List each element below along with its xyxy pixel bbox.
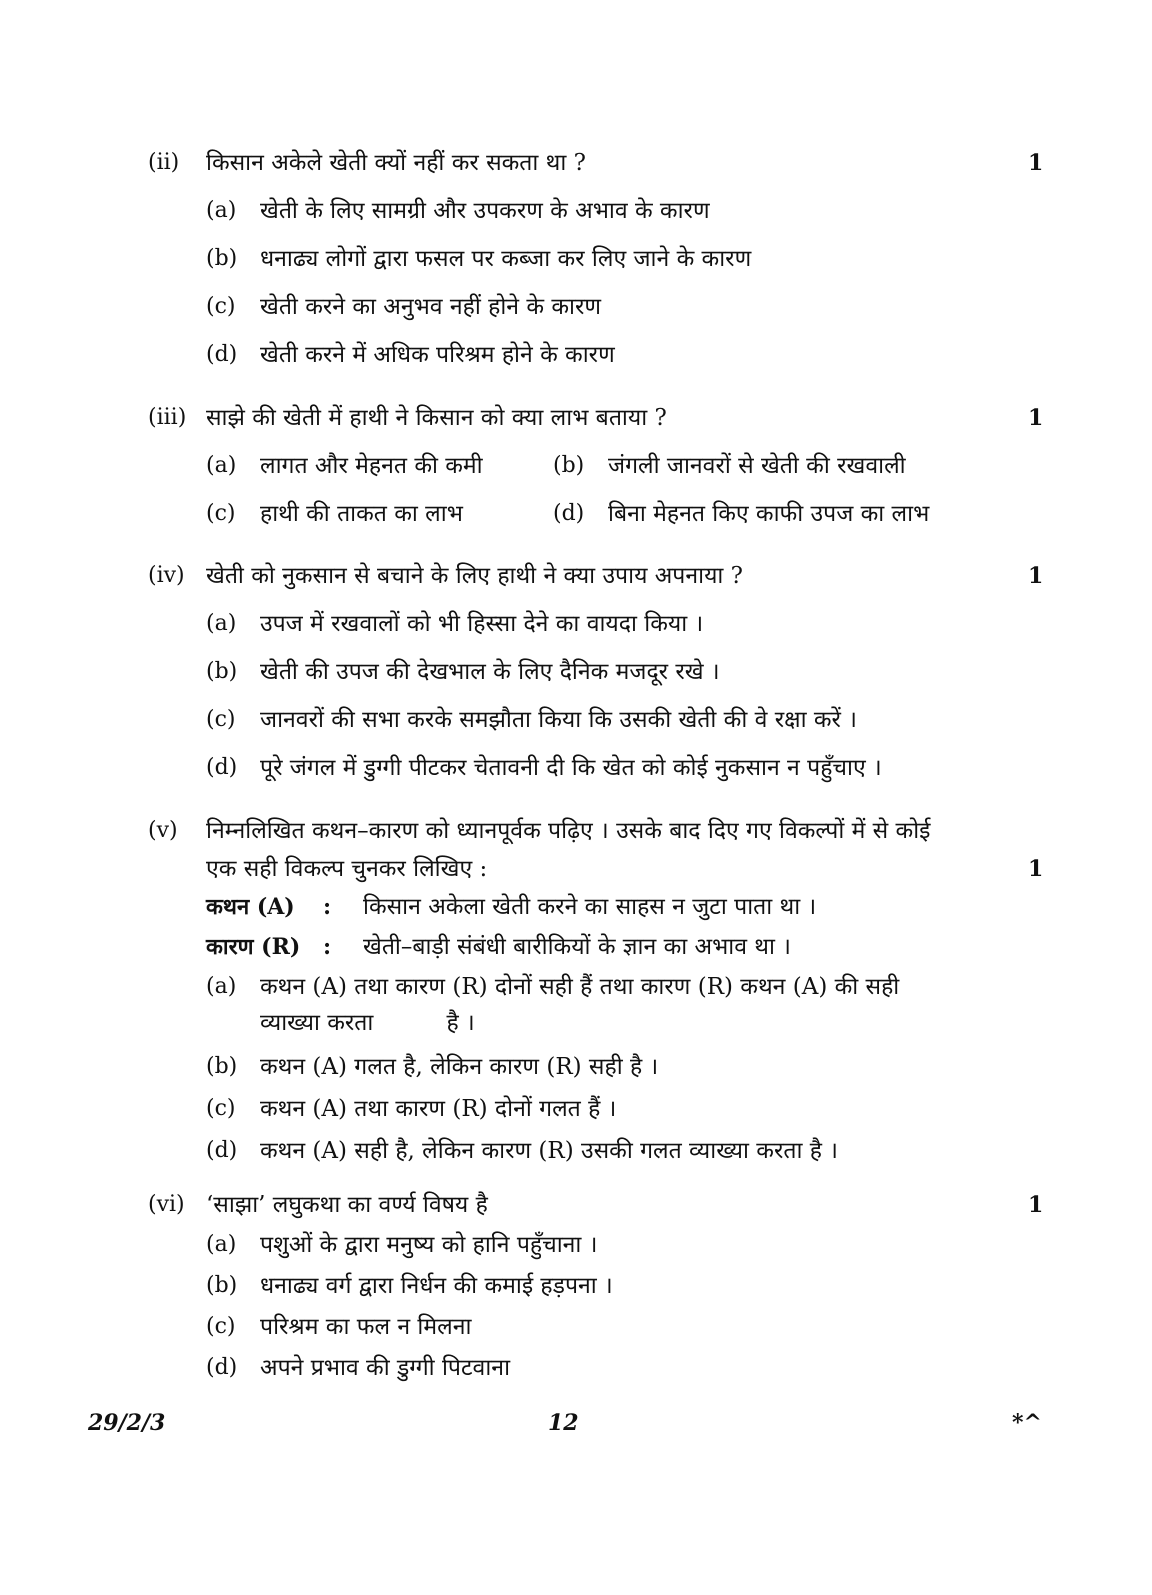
question-marks: 1 (1028, 856, 1044, 882)
question-text: किसान अकेले खेती क्यों नहीं कर सकता था ? (206, 150, 586, 176)
question-marks: 1 (1028, 1192, 1044, 1218)
option-b (148, 653, 1048, 701)
page-footer (0, 1410, 1152, 1450)
option-text-continued: व्याख्या करता है । (260, 1010, 475, 1036)
footer-symbol: *^ (1012, 1410, 1042, 1436)
option-label: (d) (206, 1355, 238, 1380)
option-label: (c) (206, 294, 236, 319)
option-label: (b) (206, 1273, 238, 1298)
question-text-line2: एक सही विकल्प चुनकर लिखिए : (206, 856, 488, 882)
option-a (148, 968, 1048, 1048)
option-text: हाथी की ताकत का लाभ (260, 501, 463, 527)
question-number: (iv) (148, 563, 185, 588)
option-d (148, 1132, 1048, 1174)
assertion-label: कथन (A) (206, 894, 295, 920)
option-text: बिना मेहनत किए काफी उपज का लाभ (608, 501, 930, 527)
assertion-text: किसान अकेला खेती करने का साहस न जुटा पाता था । (363, 894, 817, 920)
option-d (148, 336, 1048, 384)
question-text: ‘साझा’ लघुकथा का वर्ण्य विषय है (206, 1192, 488, 1218)
option-text: लागत और मेहनत की कमी (260, 453, 483, 479)
option-text: कथन (A) तथा कारण (R) दोनों गलत हैं । (260, 1096, 617, 1122)
question-iii (148, 399, 1048, 543)
option-text: खेती करने का अनुभव नहीं होने के कारण (260, 294, 602, 320)
option-label: (b) (206, 659, 238, 684)
question-number: (iii) (148, 405, 187, 430)
option-label: (a) (206, 974, 237, 999)
option-text: जानवरों की सभा करके समझौता किया कि उसकी खेती की वे रक्षा करें । (260, 707, 857, 733)
question-marks: 1 (1028, 563, 1044, 589)
question-number: (ii) (148, 150, 180, 175)
option-label: (c) (206, 1096, 236, 1121)
option-text: परिश्रम का फल न मिलना (260, 1314, 472, 1340)
option-label: (b) (206, 246, 238, 271)
option-a (148, 192, 1048, 240)
reason-row (148, 928, 1048, 968)
option-text: कथन (A) तथा कारण (R) दोनों सही हैं तथा कारण (R) कथन (A) की सही (260, 974, 900, 1000)
option-b (148, 240, 1048, 288)
option-label: (a) (206, 453, 237, 478)
question-text-line1: निम्नलिखित कथन–कारण को ध्यानपूर्वक पढ़िए । उसके बाद दिए गए विकल्पों में से कोई (206, 818, 931, 844)
colon: : (323, 934, 332, 960)
option-c (148, 701, 1048, 749)
option-label: (a) (206, 198, 237, 223)
option-text: खेती के लिए सामग्री और उपकरण के अभाव के कारण (260, 198, 710, 224)
option-b (148, 1267, 1048, 1308)
option-text: कथन (A) सही है, लेकिन कारण (R) उसकी गलत व्याख्या करता है । (260, 1138, 838, 1164)
option-text: पूरे जंगल में डुग्गी पीटकर चेतावनी दी कि खेत को कोई नुकसान न पहुँचाए । (260, 755, 882, 781)
question-number: (v) (148, 818, 178, 843)
reason-label: कारण (R) (206, 934, 301, 960)
question-ii (148, 144, 1048, 384)
option-row-ab (148, 447, 1048, 495)
paper-code: 29/2/3 (88, 1410, 166, 1436)
option-a (148, 1226, 1048, 1267)
option-label: (c) (206, 1314, 236, 1339)
question-number: (vi) (148, 1192, 185, 1217)
option-text: धनाढ्य लोगों द्वारा फसल पर कब्जा कर लिए जाने के कारण (260, 246, 752, 272)
option-a (148, 605, 1048, 653)
option-c (148, 1090, 1048, 1132)
option-text: उपज में रखवालों को भी हिस्सा देने का वायदा किया । (260, 611, 704, 637)
option-b (148, 1048, 1048, 1090)
assertion-row (148, 888, 1048, 928)
reason-text: खेती–बाड़ी संबंधी बारीकियों के ज्ञान का अभाव था । (363, 934, 791, 960)
option-text: खेती करने में अधिक परिश्रम होने के कारण (260, 342, 615, 368)
option-label: (a) (206, 611, 237, 636)
question-v (148, 812, 1048, 1174)
option-text: खेती की उपज की देखभाल के लिए दैनिक मजदूर रखे । (260, 659, 720, 685)
option-text: कथन (A) गलत है, लेकिन कारण (R) सही है । (260, 1054, 659, 1080)
option-label: (d) (553, 501, 585, 526)
option-label: (d) (206, 755, 238, 780)
question-iv (148, 557, 1048, 797)
question-text: खेती को नुकसान से बचाने के लिए हाथी ने क्या उपाय अपनाया ? (206, 563, 744, 589)
option-text: अपने प्रभाव की डुग्गी पिटवाना (260, 1355, 511, 1381)
option-label: (d) (206, 342, 238, 367)
option-label: (c) (206, 501, 236, 526)
page-number: 12 (548, 1410, 579, 1436)
question-marks: 1 (1028, 405, 1044, 431)
option-label: (a) (206, 1232, 237, 1257)
option-label: (c) (206, 707, 236, 732)
option-label: (b) (206, 1054, 238, 1079)
option-c (148, 1308, 1048, 1349)
option-label: (b) (553, 453, 585, 478)
option-label: (d) (206, 1138, 238, 1163)
question-vi (148, 1186, 1048, 1390)
option-text: जंगली जानवरों से खेती की रखवाली (608, 453, 906, 479)
option-text: धनाढ्य वर्ग द्वारा निर्धन की कमाई हड़पना । (260, 1273, 613, 1299)
option-row-cd (148, 495, 1048, 543)
question-text: साझे की खेती में हाथी ने किसान को क्या लाभ बताया ? (206, 405, 667, 431)
question-marks: 1 (1028, 150, 1044, 176)
option-d (148, 1349, 1048, 1390)
option-d (148, 749, 1048, 797)
option-c (148, 288, 1048, 336)
colon: : (323, 894, 332, 920)
option-text: पशुओं के द्वारा मनुष्य को हानि पहुँचाना । (260, 1232, 598, 1258)
